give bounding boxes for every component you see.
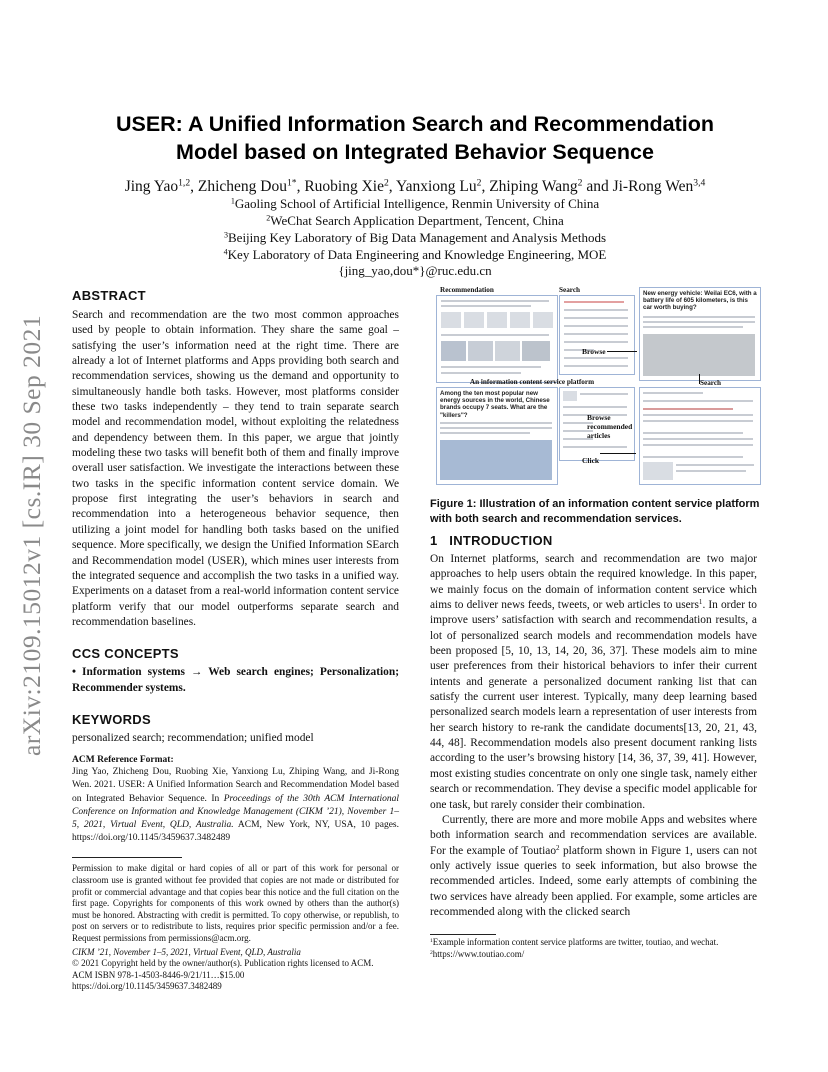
label-search-right: Search [700,379,722,387]
ccs-heading: CCS CONCEPTS [72,646,179,662]
permission-block [72,863,399,993]
arrow-browse [607,351,637,352]
paper-title [70,110,760,166]
arxiv-watermark: arXiv:2109.15012v1 [cs.IR] 30 Sep 2021 [17,314,46,756]
keywords-heading: KEYWORDS [72,711,151,727]
intro-heading: 1 INTRODUCTION [430,533,553,548]
footer-rule [72,857,182,858]
permission-text: Permission to make digital or hard copies of all or part of this work for personal or classroom use is granted without fee provided that copies are not made or distributed for profit or commercial advantage and that copies bear this notice and the full citation on the first page. Copyrights for components of this work owned by others than the author(s) must be honored. Abstracting with credit is permitted. To copy otherwise, or republish, to post on servers or to redistribute to lists, requires prior specific permission and/or a fee. Request permissions from permissions@acm.org. [72,863,399,944]
label-click: Click [582,456,600,465]
acm-ref-text: Jing Yao, Zhicheng Dou, Ruobing Xie, Yanxiong Lu, Zhiping Wang, and Ji-Rong Wen. 2021. USER: A Unified Information Search and Recommendation Model based on Integrated Behavior Sequence. In Proceedings of the 30th ACM International Conference on Information and Knowledge Management (CIKM ’21), November 1–5, 2021, Virtual Event, QLD, Australia. ACM, New York, NY, USA, 10 pages. https://doi.org/10.1145/3459637.3482489 [72,767,399,844]
left-column [72,288,399,993]
footnotes [430,937,760,960]
copyright-line: © 2021 Copyright held by the owner/author(s). Publication rights licensed to ACM. [72,958,374,969]
acm-ref-heading: ACM Reference Format: [72,755,174,766]
article-panel-top [639,287,761,381]
abstract-heading: ABSTRACT [72,288,146,303]
affiliation-2: $^2$WeChat Search Application Department, Tencent, China [266,213,564,228]
article-title-top: New energy vehicle: Weilai EC6, with a battery life of 605 kilometers, is this car worth buying? [643,290,757,312]
affiliation-3: $^3$Beijing Key Laboratory of Big Data Management and Analysis Methods [223,230,607,245]
affiliation-4: $^4$Key Laboratory of Data Engineering and Knowledge Engineering, MOE [223,247,607,262]
label-browse-2: Browse [587,413,611,422]
search-panel [559,295,635,375]
label-platform: An information content service platform [469,378,595,386]
footnote-1: $^1$Example information content service platforms are twitter, toutiao, and wechat. [430,937,719,947]
author-list: Jing Yao$^{1,2}$, Zhicheng Dou$^{1*}$, Ruobing Xie$^2$, Yanxiong Lu$^2$, Zhiping Wang$^2$ and Ji-Rong Wen$^{3,4}$ [124,177,706,195]
footnote-rule [430,934,496,935]
article-title-bottom: Among the ten most popular new energy sources in the world, Chinese brands occupy 7 seats. What are the "killers"? [440,390,550,419]
doi-line: https://doi.org/10.1145/3459637.3482489 [72,981,222,992]
author-email: {jing_yao,dou*}@ruc.edu.cn [338,263,492,278]
affiliation-1: $^1$Gaoling School of Artificial Intelligence, Renmin University of China [230,196,600,211]
recommendation-panel [436,295,558,383]
intro-paragraph-2: Currently, there are more and more mobile Apps and websites where both information search and recommendation services are available. For the example of Toutiao$^2$ platform shown in Figure 1, users can not only actively issue queries to seek information, but also browse the recommended articles. Indeed, some early attempts of combining the two services have already been applied. For example, some articles are recommended along with the clicked search [430,813,757,918]
search-results-panel [639,387,761,485]
footnote-2: $^2$https://www.toutiao.com/ [430,948,525,959]
abstract-text: Search and recommendation are the two most common approaches used by people to obtain information. They share the same goal – satisfying the user’s information need at the right time. There are already a lot of Internet platforms and Apps providing both search and recommendation services, showing us the demand and opportunity to simultaneously handle both tasks. However, most platforms consider these two tasks independently – they tend to train separate search model and recommendation model, without exploiting the relatedness and dependency between them. In this paper, we argue that jointly modeling these two tasks will benefit both of them and finally improve overall user satisfaction. We investigate the interactions between these two tasks in the specific information content service domain. We propose first integrating the user’s behaviors in search and recommendation into a heterogeneous behavior sequence, then utilizing a joint model for handling both tasks based on the unified sequence. More specifically, we design the Unified Information SEarch and Recommendation model (USER), which mines user interests from the integrated sequence and accomplish the two tasks in a unified way. Experiments on a dataset from a real-world information content service platform verify that our model outperforms separate search and recommendation baselines. [72,309,399,628]
label-recommended: recommended [587,422,633,431]
isbn-line: ACM ISBN 978-1-4503-8446-9/21/11…$15.00 [72,969,245,980]
label-recommendation: Recommendation [440,286,494,294]
label-search-top: Search [559,286,581,294]
ccs-text: • Information systems → Web search engines; Personalization; Recommender systems. [72,666,399,694]
car-photo [643,334,755,376]
intro-section [430,533,757,920]
title-line-1: USER: A Unified Information Search and Recommendation [115,112,715,136]
conference-line: CIKM ’21, November 1–5, 2021, Virtual Event, QLD, Australia [72,946,301,957]
title-line-2: Model based on Integrated Behavior Sequence [176,140,654,164]
article-panel-bottom [436,387,558,485]
label-articles: articles [587,431,611,440]
figure-caption: Figure 1: Illustration of an information content service platform with both search and recommendation services. [430,498,760,525]
label-browse-1: Browse [582,347,606,356]
tesla-photo [440,440,552,480]
keywords-text: personalized search; recommendation; unified model [72,731,314,744]
arrow-click [600,453,636,454]
intro-paragraph-1: On Internet platforms, search and recommendation are two major approaches to help users obtain the required knowledge. In this paper, we mainly focus on the domain of information content service which aims to deliver news feeds, tweets, or web articles to users$^1$. In order to improve users’ satisfaction with search and recommendation results, a lot of personalized search models and recommendation models have been proposed [5, 10, 13, 14, 20, 36, 37]. These models aim to mine user preferences from their historical behaviors to infer their current intents and generate a personalized document ranking list that can satisfy the current user interest. Typically, many deep learning based personalized search models learn a representation of user interests from her search history to re-rank the candidate documents[13, 20, 21, 43, 44, 48]. Recommendation models also present document ranking lists according to the user’s browsing history [14, 36, 37, 39, 41]. However, most existing studies concentrate on only one single task, namely either search or recommendation. They devise a specific model applicable for one task, but rarely consider their combination. [430,553,757,811]
figure-1 [432,283,762,488]
